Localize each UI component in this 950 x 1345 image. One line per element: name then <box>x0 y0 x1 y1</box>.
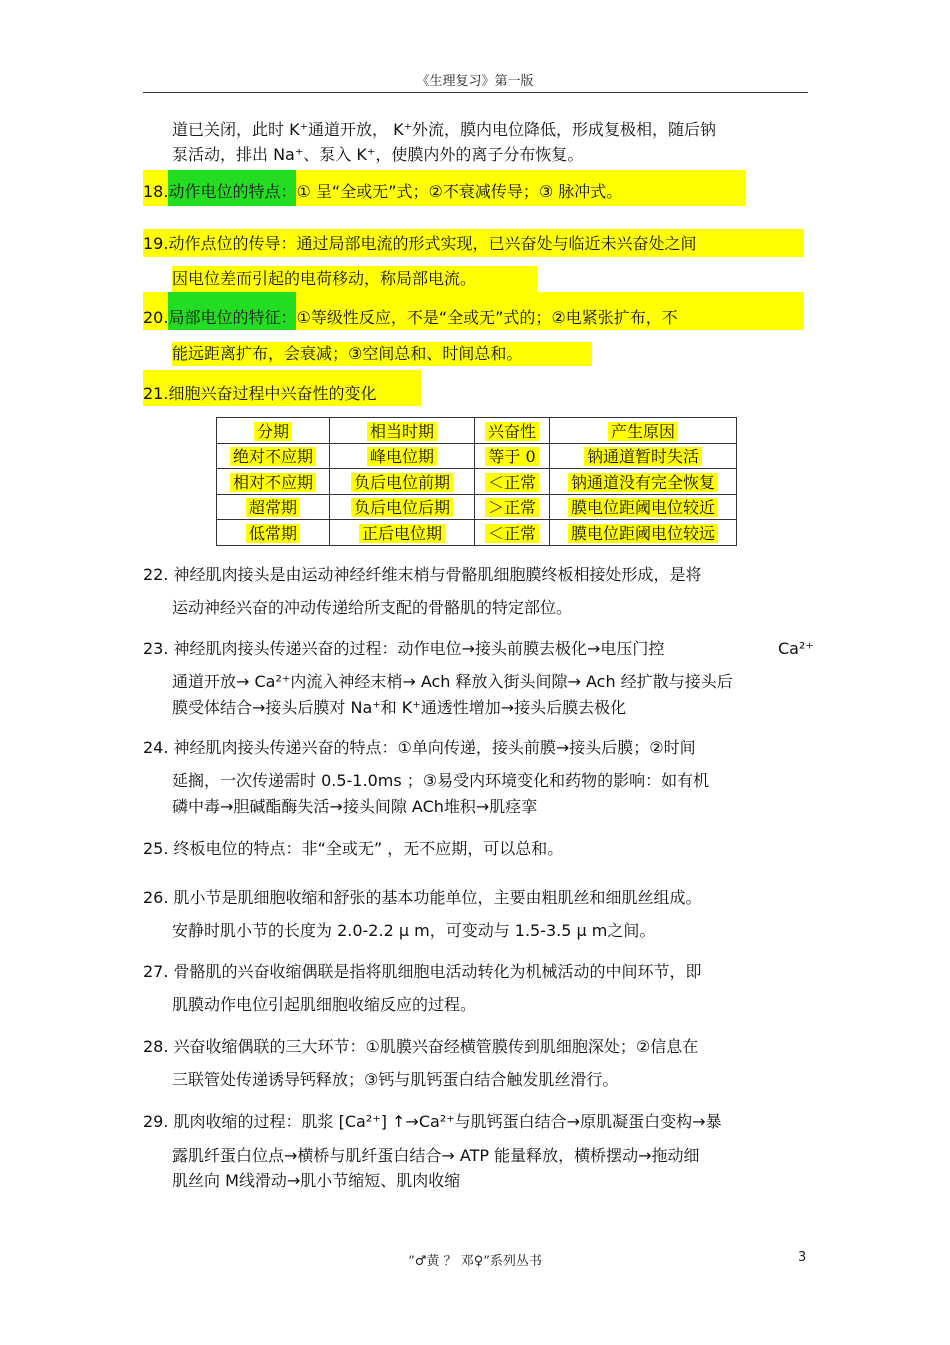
item-number: 21. <box>143 384 169 403</box>
item-19-text: 动作点位的传导：通过局部电流的形式实现，已兴奋处与临近未兴奋处之间 <box>168 234 697 253</box>
item-27-line2: 肌膜动作电位引起肌细胞收缩反应的过程。 <box>172 995 477 1014</box>
item-28-line1: 28. 兴奋收缩偶联的三大环节：①肌膜兴奋经横管膜传到肌细胞深处；②信息在 <box>143 1037 699 1056</box>
item-22-line2: 运动神经兴奋的冲动传递给所支配的骨骼肌的特定部位。 <box>172 598 573 617</box>
item-29-line3: 肌丝向 M线滑动→肌小节缩短、肌肉收缩 <box>172 1171 461 1190</box>
item-18 <box>143 170 746 206</box>
item-19-line1 <box>143 229 804 257</box>
item-25: 25. 终板电位的特点：非“全或无” ，无不应期，可以总和。 <box>143 839 564 858</box>
page-header: 《生理复习》第一版 <box>416 74 534 89</box>
table-cell: 膜电位距阈电位较远 <box>568 524 718 543</box>
item-24-line1: 24. 神经肌肉接头传递兴奋的特点：①单向传递，接头前膜→接头后膜；②时间 <box>143 738 696 757</box>
item-23-line3: 膜受体结合→接头后膜对 Na⁺和 K⁺通透性增加→接头后膜去极化 <box>172 698 627 717</box>
item-18-text: ① 呈“全或无”式；②不衰减传导；③ 脉冲式。 <box>296 182 623 201</box>
item-22-line1: 22. 神经肌肉接头是由运动神经纤维末梢与骨骼肌细胞膜终板相接处形成，是将 <box>143 565 702 584</box>
table-cell: 钠通道暂时失活 <box>584 447 702 466</box>
item-26-line1: 26. 肌小节是肌细胞收缩和舒张的基本功能单位，主要由粗肌丝和细肌丝组成。 <box>143 888 702 907</box>
item-20-line1 <box>143 292 804 330</box>
table-header-row <box>217 418 737 444</box>
item-23-line1: 23. 神经肌肉接头传递兴奋的过程：动作电位→接头前膜去极化→电压门控 <box>143 639 665 658</box>
item-number: 20. <box>143 308 169 327</box>
table-cell: 钠通道没有完全恢复 <box>568 473 718 492</box>
item-21 <box>143 370 421 406</box>
item-20-label: 局部电位的特征： <box>168 292 296 330</box>
table-row <box>217 520 737 546</box>
item-21-text: 细胞兴奋过程中兴奋性的变化 <box>168 384 377 403</box>
table-header: 兴奋性 <box>485 422 539 441</box>
para-line: 道已关闭，此时 K⁺通道开放， K⁺外流，膜内电位降低，形成复极相，随后钠 <box>172 120 717 139</box>
table-cell: 正后电位期 <box>359 524 445 543</box>
table-cell: 低常期 <box>246 524 300 543</box>
item-29-line1: 29. 肌肉收缩的过程：肌浆 [Ca²⁺] ↑→Ca²⁺与肌钙蛋白结合→原肌凝蛋白变构→暴 <box>143 1112 722 1131</box>
table-header: 相当时期 <box>367 422 437 441</box>
item-23-ca: Ca²⁺ <box>778 639 814 658</box>
item-24-line3: 磷中毒→胆碱酯酶失活→接头间隙 ACh堆积→肌痉挛 <box>172 797 538 816</box>
item-24-line2: 延搁，一次传递需时 0.5-1.0ms ；③易受内环境变化和药物的影响：如有机 <box>172 771 710 790</box>
item-20-text: ①等级性反应，不是“全或无”式的；②电紧张扩布，不 <box>296 308 678 327</box>
header-rule <box>143 92 808 93</box>
table-row <box>217 469 737 495</box>
item-20-line2: 能远距离扩布，会衰减；③空间总和、时间总和。 <box>172 342 592 366</box>
table-cell: 相对不应期 <box>230 473 316 492</box>
table-row <box>217 494 737 520</box>
table-header: 产生原因 <box>608 422 678 441</box>
table-header: 分期 <box>254 422 292 441</box>
item-number: 18. <box>143 182 169 201</box>
page-footer: “♂黄 ？ 邓♀”系列丛书 <box>408 1254 542 1269</box>
table-cell: 峰电位期 <box>367 447 437 466</box>
table-row <box>217 443 737 469</box>
table-cell: 膜电位距阈电位较近 <box>568 498 718 517</box>
table-cell: 负后电位前期 <box>351 473 453 492</box>
item-27-line1: 27. 骨骼肌的兴奋收缩偶联是指将肌细胞电活动转化为机械活动的中间环节，即 <box>143 962 702 981</box>
excitability-table <box>216 417 737 546</box>
table-cell: ＜正常 <box>485 473 539 492</box>
table-cell: 负后电位后期 <box>351 498 453 517</box>
item-29-line2: 露肌纤蛋白位点→横桥与肌纤蛋白结合→ ATP 能量释放，横桥摆动→拖动细 <box>172 1146 700 1165</box>
para-line: 泵活动，排出 Na⁺、泵入 K⁺，使膜内外的离子分布恢复。 <box>172 145 584 164</box>
page-number: 3 <box>798 1250 807 1265</box>
item-19-line2: 因电位差而引起的电荷移动，称局部电流。 <box>172 266 537 294</box>
table-cell: 绝对不应期 <box>230 447 316 466</box>
table-cell: 等于 0 <box>485 447 538 466</box>
item-18-label: 动作电位的特点： <box>168 170 296 206</box>
item-28-line2: 三联管处传递诱导钙释放；③钙与肌钙蛋白结合触发肌丝滑行。 <box>172 1070 619 1089</box>
table-cell: ＞正常 <box>485 498 539 517</box>
item-26-line2: 安静时肌小节的长度为 2.0-2.2 μ m，可变动与 1.5-3.5 μ m之间。 <box>172 921 656 940</box>
table-cell: ＜正常 <box>485 524 539 543</box>
item-23-line2: 通道开放→ Ca²⁺内流入神经末梢→ Ach 释放入街头间隙→ Ach 经扩散与接头后 <box>172 672 733 691</box>
item-number: 19. <box>143 234 169 253</box>
table-cell: 超常期 <box>246 498 300 517</box>
